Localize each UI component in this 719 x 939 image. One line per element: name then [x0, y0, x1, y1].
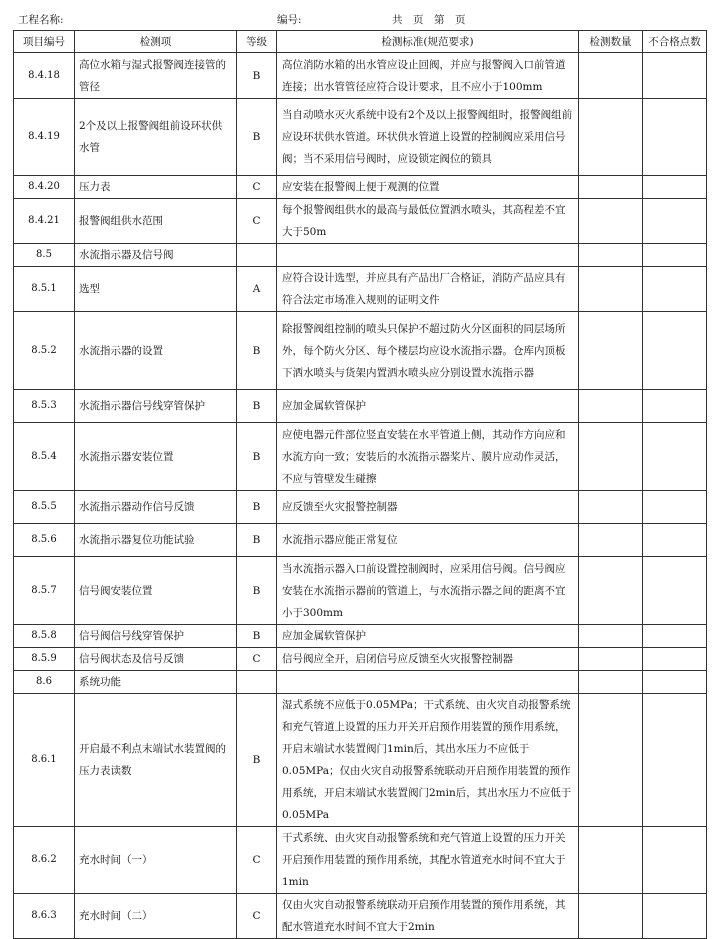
row-quantity: [579, 671, 643, 694]
table-row: [14, 53, 707, 99]
row-code: 8.4.21: [14, 199, 75, 244]
row-grade: C: [237, 176, 277, 199]
row-code: 8.5.7: [14, 557, 75, 625]
row-fail-count: [643, 557, 707, 625]
row-item: 水流指示器信号线穿管保护: [75, 390, 237, 423]
row-fail-count: [643, 524, 707, 557]
table-row: [14, 524, 707, 557]
row-grade: B: [237, 625, 277, 648]
row-standard: 应安装在报警阀上便于观测的位置: [277, 176, 579, 199]
row-code: 8.6.3: [14, 894, 75, 939]
row-grade: B: [237, 694, 277, 827]
table-row: [14, 491, 707, 524]
row-code: 8.5.5: [14, 491, 75, 524]
row-fail-count: [643, 199, 707, 244]
row-quantity: [579, 524, 643, 557]
row-fail-count: [643, 694, 707, 827]
row-code: 8.5: [14, 244, 75, 267]
table-row: [14, 390, 707, 423]
column-header-grade: 等级: [237, 31, 277, 53]
row-quantity: [579, 390, 643, 423]
row-quantity: [579, 827, 643, 894]
table-row: [14, 648, 707, 671]
table-row: [14, 894, 707, 939]
row-code: 8.4.18: [14, 53, 75, 99]
row-fail-count: [643, 312, 707, 390]
row-quantity: [579, 53, 643, 99]
row-item: 压力表: [75, 176, 237, 199]
page-count-label: 共 页 第 页: [392, 14, 466, 26]
row-code: 8.4.19: [14, 99, 75, 176]
row-standard: 应加金属软管保护: [277, 625, 579, 648]
row-fail-count: [643, 53, 707, 99]
row-code: 8.5.3: [14, 390, 75, 423]
row-standard: 水流指示器应能正常复位: [277, 524, 579, 557]
row-quantity: [579, 625, 643, 648]
row-grade: [237, 244, 277, 267]
row-item: 充水时间（一）: [75, 827, 237, 894]
table-row: [14, 199, 707, 244]
row-quantity: [579, 99, 643, 176]
column-header-quantity: 检测数量: [579, 31, 643, 53]
project-name-label: 工程名称:: [18, 14, 64, 26]
row-standard: 应反馈至火灾报警控制器: [277, 491, 579, 524]
row-grade: B: [237, 390, 277, 423]
row-grade: B: [237, 491, 277, 524]
row-fail-count: [643, 671, 707, 694]
row-item: 水流指示器的设置: [75, 312, 237, 390]
inspection-table: [13, 30, 707, 939]
row-grade: C: [237, 827, 277, 894]
row-standard: 除报警阀组控制的喷头只保护不超过防火分区面积的同层场所外，每个防火分区、每个楼层均应设水流指示器。仓库内顶板下洒水喷头与货架内置洒水喷头应分别设置水流指示器: [277, 312, 579, 390]
row-quantity: [579, 557, 643, 625]
row-fail-count: [643, 390, 707, 423]
row-fail-count: [643, 648, 707, 671]
row-quantity: [579, 176, 643, 199]
row-item: 信号阀状态及信号反馈: [75, 648, 237, 671]
table-row: [14, 244, 707, 267]
row-quantity: [579, 694, 643, 827]
row-quantity: [579, 267, 643, 312]
row-quantity: [579, 312, 643, 390]
row-item: 水流指示器及信号阀: [75, 244, 237, 267]
row-code: 8.5.6: [14, 524, 75, 557]
table-row: [14, 312, 707, 390]
row-fail-count: [643, 267, 707, 312]
column-header-code: 项目编号: [14, 31, 75, 53]
row-standard: [277, 244, 579, 267]
row-code: 8.5.8: [14, 625, 75, 648]
row-standard: 信号阀应全开，启闭信号应反馈至火灾报警控制器: [277, 648, 579, 671]
row-item: 高位水箱与湿式报警阀连接管的管径: [75, 53, 237, 99]
row-grade: A: [237, 267, 277, 312]
column-header-standard: 检测标准(规范要求): [277, 31, 579, 53]
table-row: [14, 99, 707, 176]
row-code: 8.6.2: [14, 827, 75, 894]
row-standard: 高位消防水箱的出水管应设止回阀，并应与报警阀入口前管道连接；出水管管径应符合设计要求，且不应小于100mm: [277, 53, 579, 99]
row-fail-count: [643, 176, 707, 199]
row-item: 水流指示器复位功能试验: [75, 524, 237, 557]
row-fail-count: [643, 827, 707, 894]
row-quantity: [579, 199, 643, 244]
table-row: [14, 625, 707, 648]
row-grade: C: [237, 894, 277, 939]
column-header-item: 检测项: [75, 31, 237, 53]
row-item: 水流指示器动作信号反馈: [75, 491, 237, 524]
table-header-row: [14, 31, 707, 53]
row-grade: B: [237, 524, 277, 557]
row-item: 水流指示器安装位置: [75, 423, 237, 491]
row-code: 8.6.1: [14, 694, 75, 827]
row-standard: 每个报警阀组供水的最高与最低位置洒水喷头，其高程差不宜大于50m: [277, 199, 579, 244]
table-row: [14, 827, 707, 894]
row-code: 8.5.1: [14, 267, 75, 312]
row-quantity: [579, 894, 643, 939]
row-grade: B: [237, 557, 277, 625]
row-standard: 应符合设计选型，并应具有产品出厂合格证，消防产品应具有符合法定市场准入规则的证明文件: [277, 267, 579, 312]
row-item: 系统功能: [75, 671, 237, 694]
row-grade: [237, 671, 277, 694]
table-row: [14, 557, 707, 625]
form-header: [0, 0, 719, 30]
row-code: 8.6: [14, 671, 75, 694]
row-code: 8.5.4: [14, 423, 75, 491]
row-fail-count: [643, 894, 707, 939]
row-grade: C: [237, 199, 277, 244]
row-item: 充水时间（二）: [75, 894, 237, 939]
table-row: [14, 671, 707, 694]
row-grade: C: [237, 648, 277, 671]
row-item: 2个及以上报警阀组前设环状供水管: [75, 99, 237, 176]
row-quantity: [579, 423, 643, 491]
row-fail-count: [643, 244, 707, 267]
table-row: [14, 267, 707, 312]
row-code: 8.5.2: [14, 312, 75, 390]
row-item: 信号阀信号线穿管保护: [75, 625, 237, 648]
row-item: 选型: [75, 267, 237, 312]
row-standard: 干式系统、由火灾自动报警系统和充气管道上设置的压力开关开启预作用装置的预作用系统，其配水管道充水时间不宜大于1min: [277, 827, 579, 894]
row-grade: B: [237, 423, 277, 491]
row-code: 8.4.20: [14, 176, 75, 199]
row-grade: B: [237, 99, 277, 176]
row-fail-count: [643, 423, 707, 491]
row-standard: 应加金属软管保护: [277, 390, 579, 423]
table-row: [14, 423, 707, 491]
row-standard: 当自动喷水灭火系统中设有2个及以上报警阀组时，报警阀组前应设环状供水管道。环状供水管道上设置的控制阀应采用信号阀；当不采用信号阀时，应设锁定阀位的锁具: [277, 99, 579, 176]
row-standard: [277, 671, 579, 694]
row-standard: 仅由火灾自动报警系统联动开启预作用装置的预作用系统，其配水管道充水时间不宜大于2min: [277, 894, 579, 939]
form-number-label: 编号:: [277, 14, 302, 26]
row-grade: B: [237, 53, 277, 99]
row-standard: 湿式系统不应低于0.05MPa；干式系统、由火灾自动报警系统和充气管道上设置的压力开关开启预作用装置的预作用系统，开启末端试水装置阀门1min后，其出水压力不应低于0.05MPa；仅由火灾自动报警系统联动开启预作用装置的预作用系统，开启末端试水装置阀门2min后，其出水压力不应低于0.05MPa: [277, 694, 579, 827]
row-item: 报警阀组供水范围: [75, 199, 237, 244]
row-standard: 应使电器元件部位竖直安装在水平管道上侧，其动作方向应和水流方向一致；安装后的水流指示器桨片、膜片应动作灵活，不应与管壁发生碰擦: [277, 423, 579, 491]
row-quantity: [579, 648, 643, 671]
row-quantity: [579, 491, 643, 524]
table-row: [14, 176, 707, 199]
row-item: 开启最不利点末端试水装置阀的压力表读数: [75, 694, 237, 827]
row-code: 8.5.9: [14, 648, 75, 671]
row-fail-count: [643, 99, 707, 176]
row-quantity: [579, 244, 643, 267]
row-standard: 当水流指示器入口前设置控制阀时，应采用信号阀。信号阀应安装在水流指示器前的管道上，与水流指示器之间的距离不宜小于300mm: [277, 557, 579, 625]
column-header-fail-count: 不合格点数: [643, 31, 707, 53]
row-fail-count: [643, 625, 707, 648]
table-row: [14, 694, 707, 827]
row-fail-count: [643, 491, 707, 524]
row-grade: B: [237, 312, 277, 390]
row-item: 信号阀安装位置: [75, 557, 237, 625]
